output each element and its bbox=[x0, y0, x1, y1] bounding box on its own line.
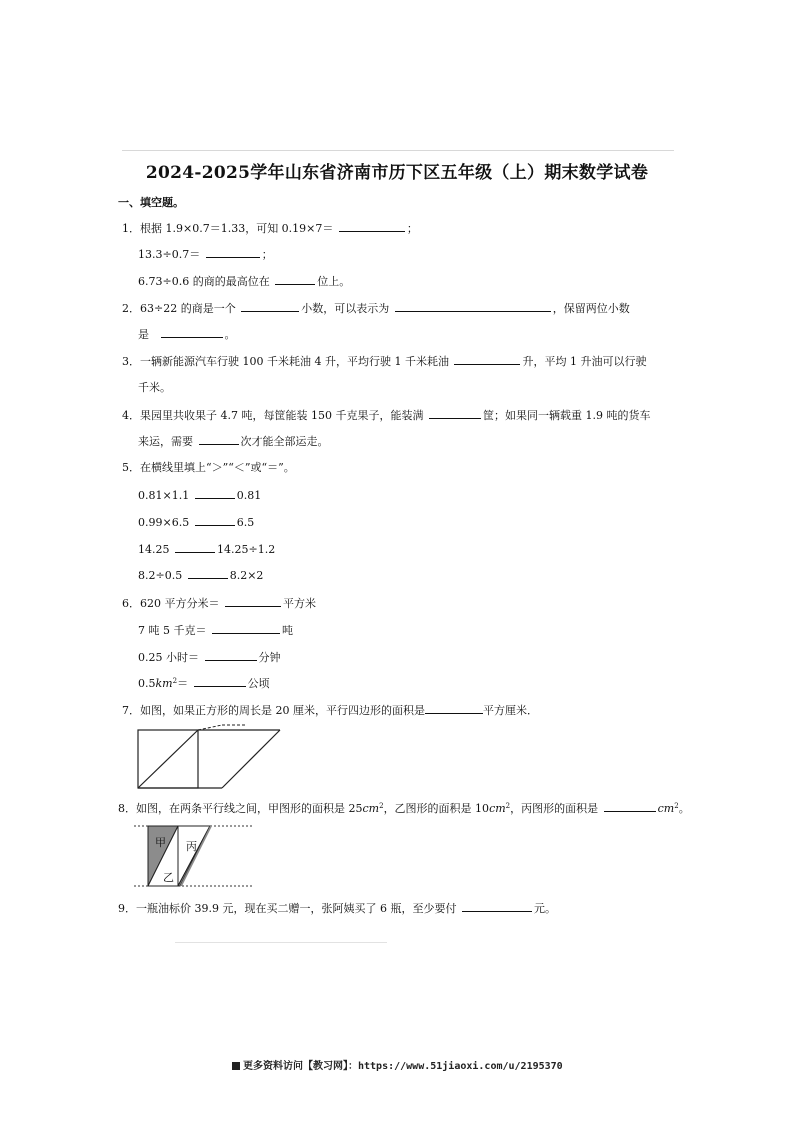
compare-right: 6.5 bbox=[236, 516, 255, 529]
compare-left: 8.2÷0.5 bbox=[138, 569, 183, 582]
question-6-line-1 bbox=[122, 596, 316, 611]
q4-text-a: 4．果园里共收果子 4.7 吨，每筐能装 150 千克果子，能装满 bbox=[122, 409, 424, 422]
label-bing: 丙 bbox=[186, 840, 197, 853]
q1-text-c-end: 位上。 bbox=[317, 275, 351, 288]
answer-blank[interactable] bbox=[425, 703, 483, 714]
q1-text-b: 13.3÷0.7＝ bbox=[138, 248, 201, 261]
q6-text-d-end: 公顷 bbox=[247, 677, 270, 690]
question-5-stem: 5．在横线里填上“＞”“＜”或“＝”。 bbox=[122, 461, 295, 474]
bottom-divider bbox=[175, 942, 387, 943]
compare-left: 0.99×6.5 bbox=[138, 516, 190, 529]
q1-text-c: 6.73÷0.6 的商的最高位在 bbox=[138, 275, 270, 288]
compare-right: 14.25÷1.2 bbox=[217, 543, 276, 556]
answer-blank[interactable] bbox=[462, 901, 532, 912]
question-3-line-2 bbox=[138, 381, 171, 395]
answer-blank[interactable] bbox=[275, 274, 315, 285]
square-parallelogram-figure bbox=[136, 724, 284, 792]
section-heading: 一、填空题。 bbox=[118, 196, 184, 209]
answer-blank[interactable] bbox=[212, 623, 280, 634]
compare-row-2 bbox=[138, 515, 254, 530]
compare-right: 0.81 bbox=[236, 489, 262, 502]
question-6-line-3 bbox=[138, 650, 281, 665]
q9-text: 9．一瓶油标价 39.9 元，现在买二赠一，张阿姨买了 6 瓶，至少要付 bbox=[118, 902, 457, 915]
q2-text-a: 2．63÷22 的商是一个 bbox=[122, 302, 236, 315]
question-8-line bbox=[118, 801, 690, 816]
q7-text: 7．如图，如果正方形的周长是 20 厘米，平行四边形的面积是 bbox=[122, 704, 425, 717]
q2-text-b-end: 。 bbox=[224, 328, 236, 341]
compare-left: 0.81×1.1 bbox=[138, 489, 190, 502]
compare-right: 8.2×2 bbox=[229, 569, 264, 582]
question-9-line bbox=[118, 901, 556, 916]
unit-exponent: 2 bbox=[172, 677, 178, 685]
answer-blank[interactable] bbox=[195, 488, 235, 499]
question-1-line-3 bbox=[138, 274, 350, 289]
q6-text-c-end: 分钟 bbox=[258, 651, 281, 664]
label-yi: 乙 bbox=[163, 871, 174, 884]
question-1-line-2 bbox=[138, 247, 273, 262]
footer-link[interactable] bbox=[232, 1057, 563, 1072]
q2-text-mid2: ，保留两位小数 bbox=[552, 302, 630, 315]
unit-cm: cm bbox=[657, 802, 675, 815]
exam-title: 2024-2025学年山东省济南市历下区五年级（上）期末数学试卷 bbox=[145, 163, 649, 183]
q6-text-d-mid: ＝ bbox=[177, 677, 189, 690]
question-2-line-2 bbox=[138, 327, 236, 342]
q8-text-b: ，乙图形的面积是 10 bbox=[383, 802, 490, 815]
q6-text-b-end: 吨 bbox=[282, 624, 293, 637]
q8-text-a: 8．如图，在两条平行线之间，甲图形的面积是 25 bbox=[118, 802, 363, 815]
q8-text-c: ，丙图形的面积是 bbox=[510, 802, 599, 815]
q3-text-b: 千米。 bbox=[138, 381, 171, 394]
top-divider bbox=[122, 150, 674, 151]
label-jia: 甲 bbox=[155, 836, 166, 849]
q4-text-b: 来运，需要 bbox=[138, 435, 193, 448]
question-7-line bbox=[122, 703, 538, 718]
q6-text-a: 6．620 平方分米＝ bbox=[122, 597, 220, 610]
flag-icon bbox=[232, 1062, 240, 1070]
q6-text-a-end: 平方米 bbox=[283, 597, 316, 610]
answer-blank[interactable] bbox=[199, 434, 239, 445]
answer-blank[interactable] bbox=[194, 676, 246, 687]
answer-blank[interactable] bbox=[206, 247, 260, 258]
unit-exponent: 2 bbox=[379, 802, 384, 810]
unit-km: km bbox=[155, 677, 173, 690]
q8-text-end: 。 bbox=[678, 802, 690, 815]
q7-text-end: 平方厘米． bbox=[483, 704, 538, 717]
question-4-line-1 bbox=[122, 408, 650, 423]
answer-blank[interactable] bbox=[339, 221, 405, 232]
parallel-lines-figure bbox=[134, 820, 256, 890]
answer-blank[interactable] bbox=[454, 354, 520, 365]
q1-text-a: 1．根据 1.9×0.7＝1.33，可知 0.19×7＝ bbox=[122, 222, 334, 235]
compare-row-4 bbox=[138, 568, 263, 583]
q1-text-b-end: ； bbox=[261, 248, 273, 261]
footer-text[interactable]: 更多资料访问【教习网】：https://www.51jiaoxi.com/u/2195370 bbox=[243, 1061, 563, 1072]
q3-text-a: 3．一辆新能源汽车行驶 100 千米耗油 4 升，平均行驶 1 千米耗油 bbox=[122, 355, 449, 368]
q6-text-b: 7 吨 5 千克＝ bbox=[138, 624, 207, 637]
answer-blank[interactable] bbox=[395, 301, 551, 312]
unit-cm: cm bbox=[362, 802, 380, 815]
question-1-line-1 bbox=[122, 221, 418, 236]
answer-blank[interactable] bbox=[225, 596, 281, 607]
unit-exponent: 2 bbox=[674, 802, 679, 810]
compare-row-1 bbox=[138, 488, 261, 503]
q4-text-b-end: 次才能全部运走。 bbox=[240, 435, 329, 448]
q3-text-a-end: 升，平均 1 升油可以行驶 bbox=[522, 355, 647, 368]
q4-text-a-end: 筐；如果同一辆载重 1.9 吨的货车 bbox=[482, 409, 651, 422]
compare-left: 14.25 bbox=[138, 543, 170, 556]
q6-text-c: 0.25 小时＝ bbox=[138, 651, 199, 664]
question-2-line-1 bbox=[122, 301, 630, 316]
answer-blank[interactable] bbox=[195, 515, 235, 526]
question-3-line-1 bbox=[122, 354, 646, 369]
answer-blank[interactable] bbox=[241, 301, 299, 312]
answer-blank[interactable] bbox=[188, 568, 228, 579]
q2-text-b: 是 bbox=[138, 328, 149, 341]
answer-blank[interactable] bbox=[205, 650, 257, 661]
answer-blank[interactable] bbox=[604, 801, 656, 812]
answer-blank[interactable] bbox=[161, 327, 223, 338]
answer-blank[interactable] bbox=[175, 542, 215, 553]
question-6-line-4 bbox=[138, 676, 270, 691]
q6-text-d-pre: 0.5 bbox=[138, 677, 156, 690]
question-6-line-2 bbox=[138, 623, 293, 638]
unit-cm: cm bbox=[489, 802, 506, 815]
q2-text-mid1: 小数，可以表示为 bbox=[301, 302, 390, 315]
unit-exponent: 2 bbox=[505, 802, 511, 810]
q1-text-a-end: ； bbox=[406, 222, 418, 235]
answer-blank[interactable] bbox=[429, 408, 481, 419]
question-4-line-2 bbox=[138, 434, 329, 449]
compare-row-3 bbox=[138, 542, 275, 557]
q9-text-end: 元。 bbox=[533, 902, 556, 915]
